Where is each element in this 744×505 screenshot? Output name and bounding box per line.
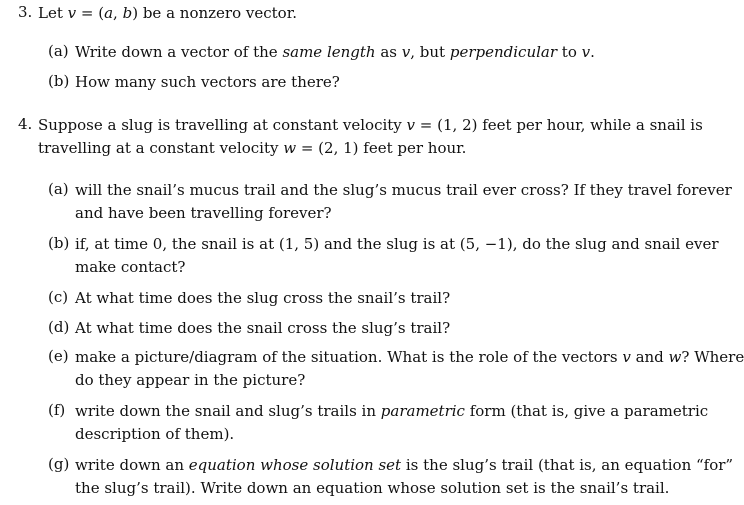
problem-4-part-f-line-2: description of them). (75, 425, 235, 443)
problem-4-part-e-line-1: make a picture/diagram of the situation. What is the role of the vectors v and w? Where (75, 348, 744, 366)
problem-4-part-b-line-2: make contact? (75, 258, 186, 276)
problem-3-part-b-label: (b) (48, 72, 70, 90)
problem-3-stem: Let v = (a, b) be a nonzero vector. (38, 4, 297, 22)
problem-3-part-a-text: Write down a vector of the same length as v, but perpendicular to v. (75, 43, 595, 61)
problem-4-part-a-label: (a) (48, 180, 69, 198)
problem-4-stem-line-1: Suppose a slug is travelling at constant velocity v = (1, 2) feet per hour, while a snail is (38, 116, 703, 134)
problem-3-part-a-label: (a) (48, 42, 69, 60)
problem-4-part-g-label: (g) (48, 455, 70, 473)
problem-4-part-g-line-1: write down an equation whose solution set is the slug’s trail (that is, an equation “for” (75, 456, 734, 474)
problem-4-part-a-line-2: and have been travelling forever? (75, 204, 332, 222)
problem-4-stem-line-2: travelling at a constant velocity w = (2, 1) feet per hour. (38, 139, 467, 157)
problem-4-part-b-line-1: if, at time 0, the snail is at (1, 5) and the slug is at (5, −1), do the slug and snail ever (75, 235, 719, 253)
problem-3-part-b-text: How many such vectors are there? (75, 73, 340, 91)
problem-4-part-c-line-1: At what time does the slug cross the snail’s trail? (75, 289, 451, 307)
problem-4-part-d-line-1: At what time does the snail cross the slug’s trail? (75, 319, 451, 337)
problem-4-part-f-label: (f) (48, 401, 66, 419)
problem-4-number: 4. (18, 115, 33, 133)
problem-4-part-g-line-2: the slug’s trail). Write down an equation whose solution set is the snail’s trail. (75, 479, 670, 497)
problem-4-part-c-label: (c) (48, 288, 69, 306)
problem-4-part-f-line-1: write down the snail and slug’s trails in parametric form (that is, give a parametric (75, 402, 709, 420)
problem-4-part-e-label: (e) (48, 347, 69, 365)
problem-3-number: 3. (18, 3, 33, 21)
problem-4-part-d-label: (d) (48, 318, 70, 336)
problem-4-part-e-line-2: do they appear in the picture? (75, 371, 306, 389)
problem-4-part-b-label: (b) (48, 234, 70, 252)
problem-4-part-a-line-1: will the snail’s mucus trail and the slug’s mucus trail ever cross? If they travel forever (75, 181, 732, 199)
